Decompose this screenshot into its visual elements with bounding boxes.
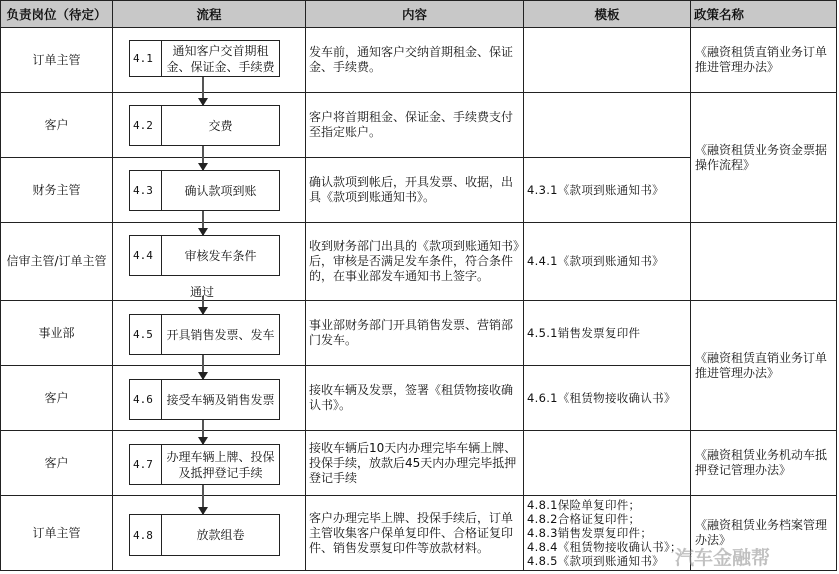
flow-step-box [129, 444, 280, 485]
template-cell [524, 301, 691, 366]
step-label: 交费 [208, 118, 233, 133]
role-cell: 订单主管 [0, 28, 113, 93]
step-label: 审核发车条件 [184, 248, 257, 263]
content-cell: 接收车辆后10天内办理完毕车辆上牌、投保手续，放款后45天内办理完毕抵押登记手续 [306, 431, 524, 496]
content-cell: 客户办理完毕上牌、投保手续后，订单主管收集客户保单复印件、合格证复印件、销售发票复印件等放款材料。 [306, 496, 524, 571]
role-cell: 信审主管/订单主管 [0, 223, 113, 301]
content-cell: 接收车辆及发票，签署《租赁物接收确认书》。 [306, 366, 524, 431]
template-cell [524, 223, 691, 301]
header-2: 内容 [306, 0, 524, 28]
template-text: 4.3.1《款项到账通知书》 [527, 182, 664, 197]
flow-arrow-icon [202, 355, 204, 379]
step-number: 4.1 [130, 41, 162, 76]
template-text: 4.6.1《租赁物接收确认书》 [527, 390, 676, 405]
content-cell: 收到财务部门出具的《款项到账通知书》后，审核是否满足发车条件，符合条件的，在事业部发车通知书上签字。 [306, 223, 524, 301]
step-label: 放款组卷 [196, 528, 245, 542]
header-0: 负责岗位（待定） [0, 0, 113, 28]
step-number: 4.7 [130, 445, 162, 484]
template-cell [524, 158, 691, 223]
policy-cell: 《融资租赁业务机动车抵押登记管理办法》 [691, 431, 837, 496]
watermark: 汽车金融帮 [675, 547, 771, 569]
content-cell: 客户将首期租金、保证金、手续费支付至指定账户。 [306, 93, 524, 158]
flow-step-box [129, 379, 280, 420]
policy-cell [691, 223, 837, 301]
template-cell [524, 93, 691, 158]
flow-arrow-icon [202, 420, 204, 444]
flow-arrow-icon [202, 211, 204, 235]
template-cell [524, 28, 691, 93]
flow-step-box [129, 235, 280, 276]
step-label: 通知客户交首期租金、保证金、手续费 [166, 43, 275, 74]
policy-cell: 《融资租赁直销业务订单推进管理办法》 [691, 301, 837, 431]
role-cell: 事业部 [0, 301, 113, 366]
step-label: 确认款项到账 [184, 183, 257, 198]
role-cell: 客户 [0, 431, 113, 496]
template-cell [524, 496, 691, 571]
pass-label: 通过 [190, 285, 215, 299]
step-number: 4.4 [130, 236, 162, 275]
flow-arrow-icon [202, 77, 204, 105]
flow-arrow-icon [202, 485, 204, 514]
step-number: 4.5 [130, 315, 162, 354]
template-text: 4.4.1《款项到账通知书》 [527, 254, 664, 268]
step-label: 开具销售发票、发车 [166, 327, 275, 342]
flow-arrow-icon [202, 146, 204, 170]
policy-cell: 《融资租赁业务资金票据操作流程》 [691, 93, 837, 223]
header-4: 政策名称 [691, 0, 837, 28]
role-cell: 客户 [0, 93, 113, 158]
content-cell: 事业部财务部门开具销售发票、营销部门发车。 [306, 301, 524, 366]
step-label: 接受车辆及销售发票 [166, 392, 275, 407]
role-cell: 订单主管 [0, 496, 113, 571]
step-number: 4.8 [130, 515, 162, 555]
step-number: 4.2 [130, 106, 162, 145]
content-cell: 确认款项到帐后，开具发票、收据，出具《款项到账通知书》。 [306, 158, 524, 223]
template-cell [524, 431, 691, 496]
flow-step-box [129, 105, 280, 146]
template-text: 4.8.1保险单复印件； 4.8.2合格证复印件； 4.8.3销售发票复印件； 4.8.4《租赁物接收确认书》； 4.8.5《款项到账通知书》 [527, 498, 682, 568]
flow-step-box [129, 40, 280, 77]
policy-cell: 《融资租赁业务档案管理办法》 [691, 496, 837, 571]
step-label: 办理车辆上牌、投保及抵押登记手续 [166, 449, 275, 480]
policy-cell: 《融资租赁直销业务订单推进管理办法》 [691, 28, 837, 93]
flow-step-box [129, 170, 280, 211]
header-1: 流程 [113, 0, 306, 28]
template-cell [524, 366, 691, 431]
content-cell: 发车前，通知客户交纳首期租金、保证金、手续费。 [306, 28, 524, 93]
header-3: 模板 [524, 0, 691, 28]
step-number: 4.3 [130, 171, 162, 210]
flow-step-box [129, 314, 280, 355]
template-text: 4.5.1销售发票复印件 [527, 325, 641, 340]
step-number: 4.6 [130, 380, 162, 419]
role-cell: 财务主管 [0, 158, 113, 223]
flow-step-box [129, 514, 280, 556]
role-cell: 客户 [0, 366, 113, 431]
